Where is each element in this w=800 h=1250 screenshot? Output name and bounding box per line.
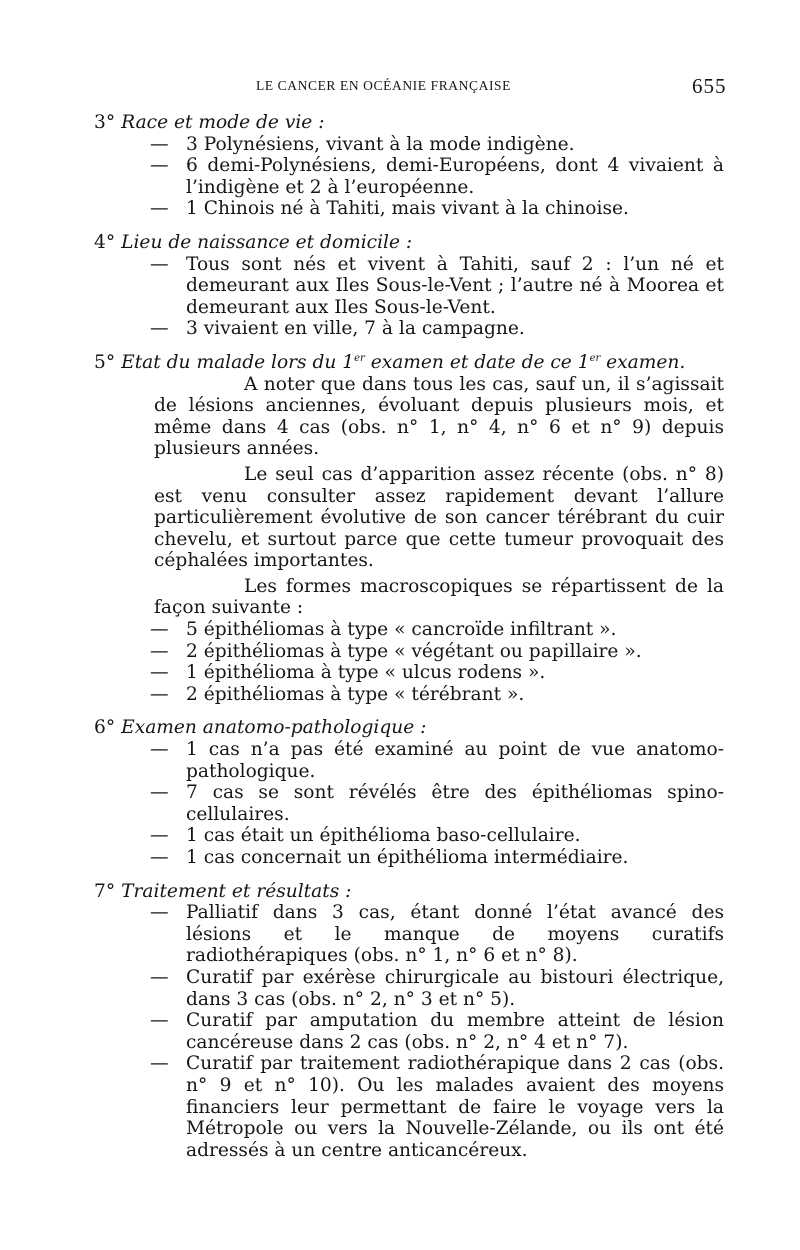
section-number: 5°: [94, 351, 116, 373]
page-number: 655: [692, 74, 727, 98]
section-number: 7°: [94, 880, 116, 902]
section-heading: [94, 112, 724, 134]
list-item-text: 6 demi-Polynésiens, demi-Européens, dont 4 vivaient à l’indigène et 2 à l’européenne.: [186, 155, 724, 198]
list-item-text: 1 cas était un épithélioma baso-cellulaire.: [186, 825, 581, 847]
list-item: [94, 318, 724, 340]
dash-bullet: —: [150, 782, 169, 804]
list-item: [94, 1053, 724, 1161]
page-body: [94, 112, 724, 1173]
list-item: [94, 782, 724, 825]
dash-bullet: —: [150, 847, 169, 868]
section-traitement-et-resultats: [94, 881, 724, 1162]
section-heading: [94, 717, 724, 739]
list-item-text: Curatif par traitement radiothérapique dans 2 cas (obs. n° 9 et n° 10). Ou les malades avaient des moyens financiers leur permettant de faire le voyage vers la Métropole ou vers la Nouvelle-Zélande, ou ils ont été adressés à un centre anticancéreux.: [186, 1053, 724, 1161]
section-title-part: examen.: [600, 351, 686, 373]
list-item: [94, 847, 724, 869]
dash-bullet: —: [150, 825, 169, 847]
list-item: [94, 641, 724, 663]
section-title: Race et mode de vie :: [121, 112, 325, 133]
list-item-text: 1 cas n’a pas été examiné au point de vue anatomo-pathologique.: [186, 739, 724, 782]
section-number: 6°: [94, 717, 116, 739]
list-item: [94, 198, 724, 220]
list-item-text: 1 épithélioma à type « ulcus rodens ».: [186, 662, 546, 684]
section-number: 3°: [94, 112, 116, 133]
list-item-text: 3 vivaient en ville, 7 à la campagne.: [186, 318, 525, 340]
list-item-text: Curatif par amputation du membre atteint de lésion cancéreuse dans 2 cas (obs. n° 2, n° 4 et n° 7).: [186, 1010, 724, 1053]
section-heading: [94, 352, 724, 374]
dash-bullet: —: [150, 133, 169, 155]
dash-bullet: —: [150, 198, 169, 220]
section-lieu-de-naissance: [94, 232, 724, 340]
dash-bullet: —: [150, 155, 169, 177]
list-item-text: 3 Polynésiens, vivant à la mode indigène.: [186, 133, 575, 155]
list-item: [94, 825, 724, 847]
section-heading: [94, 232, 724, 254]
list-item: [94, 155, 724, 198]
section-number: 4°: [94, 231, 116, 253]
list-item: [94, 902, 724, 967]
paragraph: A noter que dans tous les cas, sauf un, il s’agissait de lésions anciennes, évoluant depuis plusieurs mois, et même dans 4 cas (obs. n° 1, n° 4, n° 6 et n° 9) depuis plusieurs années.: [154, 373, 724, 460]
superscript: er: [354, 352, 365, 364]
paragraph: Le seul cas d’apparition assez récente (obs. n° 8) est venu consulter assez rapidement devant l’allure particulièrement évolutive de son cancer térébrant du cuir chevelu, et surtout parce que cette tumeur provoquait des céphalées importantes.: [154, 463, 724, 572]
list-item-text: Palliatif dans 3 cas, étant donné l’état avancé des lésions et le manque de moyens curatifs radiothérapiques (obs. n° 1, n° 6 et n° 8).: [186, 902, 724, 967]
section-etat-du-malade: [94, 352, 724, 706]
list-item-text: Tous sont nés et vivent à Tahiti, sauf 2 : l’un né et demeurant aux Iles Sous-le-Vent ; l’autre né à Moorea et demeurant aux Iles Sous-le-Vent.: [186, 253, 724, 318]
page-header: [0, 76, 800, 102]
list-item: [94, 254, 724, 319]
section-race-mode-de-vie: [94, 112, 724, 220]
list-item: [94, 619, 724, 641]
superscript: er: [589, 352, 601, 364]
paragraph: Les formes macroscopiques se répartissent de la façon suivante :: [154, 575, 724, 619]
list-item-text: Curatif par exérèse chirurgicale au bistouri électrique, dans 3 cas (obs. n° 2, n° 3 et n° 5).: [186, 966, 724, 1010]
running-title: LE CANCER EN OCÉANIE FRANÇAISE: [256, 78, 512, 93]
dash-bullet: —: [150, 318, 169, 340]
dash-bullet: —: [150, 902, 169, 924]
list-item: [94, 134, 724, 156]
list-item: [94, 739, 724, 782]
list-item: [94, 684, 724, 706]
list-item-text: 1 cas concernait un épithélioma intermédiaire.: [186, 847, 629, 868]
list-item-text: 1 Chinois né à Tahiti, mais vivant à la chinoise.: [186, 198, 629, 220]
dash-bullet: —: [150, 253, 169, 275]
section-title-part: examen et date de ce 1: [364, 351, 590, 373]
dash-bullet: —: [150, 966, 169, 988]
section-heading: [94, 881, 724, 903]
section-title: Examen anatomo-pathologique :: [121, 717, 427, 739]
dash-bullet: —: [150, 683, 169, 705]
list-item-text: 2 épithéliomas à type « térébrant ».: [186, 683, 525, 705]
list-item: [94, 1010, 724, 1053]
dash-bullet: —: [150, 662, 169, 684]
dash-bullet: —: [150, 640, 169, 662]
list-item: [94, 967, 724, 1010]
list-item-text: 5 épithéliomas à type « cancroïde infiltrant ».: [186, 619, 617, 641]
list-item: [94, 662, 724, 684]
list-item-text: 7 cas se sont révélés être des épithéliomas spino-cellulaires.: [186, 782, 724, 825]
section-title-part: Etat du malade lors du 1: [121, 351, 355, 373]
dash-bullet: —: [150, 1053, 169, 1075]
section-title: Lieu de naissance et domicile :: [121, 231, 413, 253]
section-title: Traitement et résultats :: [121, 880, 352, 902]
section-title: [121, 352, 685, 373]
dash-bullet: —: [150, 1010, 169, 1032]
dash-bullet: —: [150, 619, 169, 641]
dash-bullet: —: [150, 739, 169, 761]
list-item-text: 2 épithéliomas à type « végétant ou papillaire ».: [186, 640, 642, 662]
section-examen-anatomo-pathologique: [94, 717, 724, 868]
